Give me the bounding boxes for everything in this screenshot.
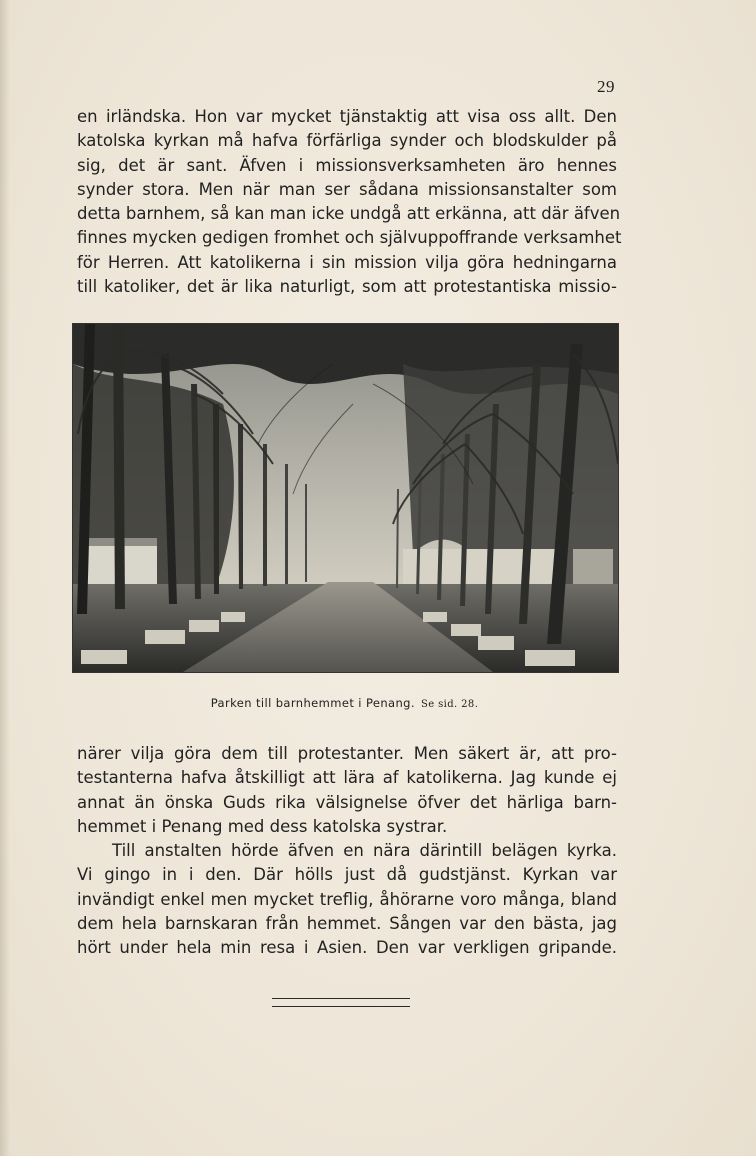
text-line: annat än önska Guds rika välsignelse öfver det härliga barn-: [77, 792, 617, 812]
section-divider-rule: [272, 1006, 410, 1007]
page-edge-shadow: [0, 0, 10, 1156]
text-line: hemmet i Penang med dess katolska systrar.: [77, 816, 448, 836]
top-paragraph: [77, 105, 622, 299]
photo-caption: [72, 696, 617, 710]
text-line: invändigt enkel men mycket treflig, åhörarne voro många, bland: [77, 889, 617, 909]
page-number: 29: [597, 77, 615, 96]
text-line: sig, det är sant. Äfven i missionsverksamheten äro hennes: [77, 155, 617, 175]
text-line: synder stora. Men när man ser sådana missionsanstalter som: [77, 179, 617, 199]
palm-avenue-photograph: [72, 323, 619, 673]
text-line: närer vilja göra dem till protestanter. Men säkert är, att pro-: [77, 744, 617, 763]
bottom-paragraphs: [77, 742, 617, 961]
photograph-illustration: [73, 324, 618, 672]
caption-page-reference: Se sid. 28.: [420, 699, 479, 710]
text-line: Till anstalten hörde äfven en nära därintill belägen kyrka.: [112, 841, 617, 861]
text-line: dem hela barnskaran från hemmet. Sången var den bästa, jag: [77, 914, 617, 934]
section-divider-rule: [272, 998, 410, 999]
text-line: katolska kyrkan må hafva förfärliga synder och blodskulder på: [77, 131, 617, 151]
caption-text: Parken till barnhemmet i Penang.: [210, 696, 415, 710]
text-line: finnes mycken gedigen fromhet och självuppoffrande verksamhet: [77, 228, 622, 248]
text-line: hört under hela min resa i Asien. Den var verkligen gripande.: [77, 938, 617, 958]
text-line: detta barnhem, så kan man icke undgå att erkänna, att där äfven: [77, 204, 621, 224]
text-line: en irländska. Hon var mycket tjänstaktig att visa oss allt. Den: [77, 107, 617, 126]
text-line: testanterna hafva åtskilligt att lära af katolikerna. Jag kunde ej: [77, 768, 617, 788]
text-line: Vi gingo in i den. Där hölls just då gudstjänst. Kyrkan var: [77, 865, 617, 885]
text-line: för Herren. Att katolikerna i sin mission vilja göra hedningarna: [77, 252, 617, 272]
text-line: till katoliker, det är lika naturligt, som att protestantiska missio-: [77, 277, 617, 297]
